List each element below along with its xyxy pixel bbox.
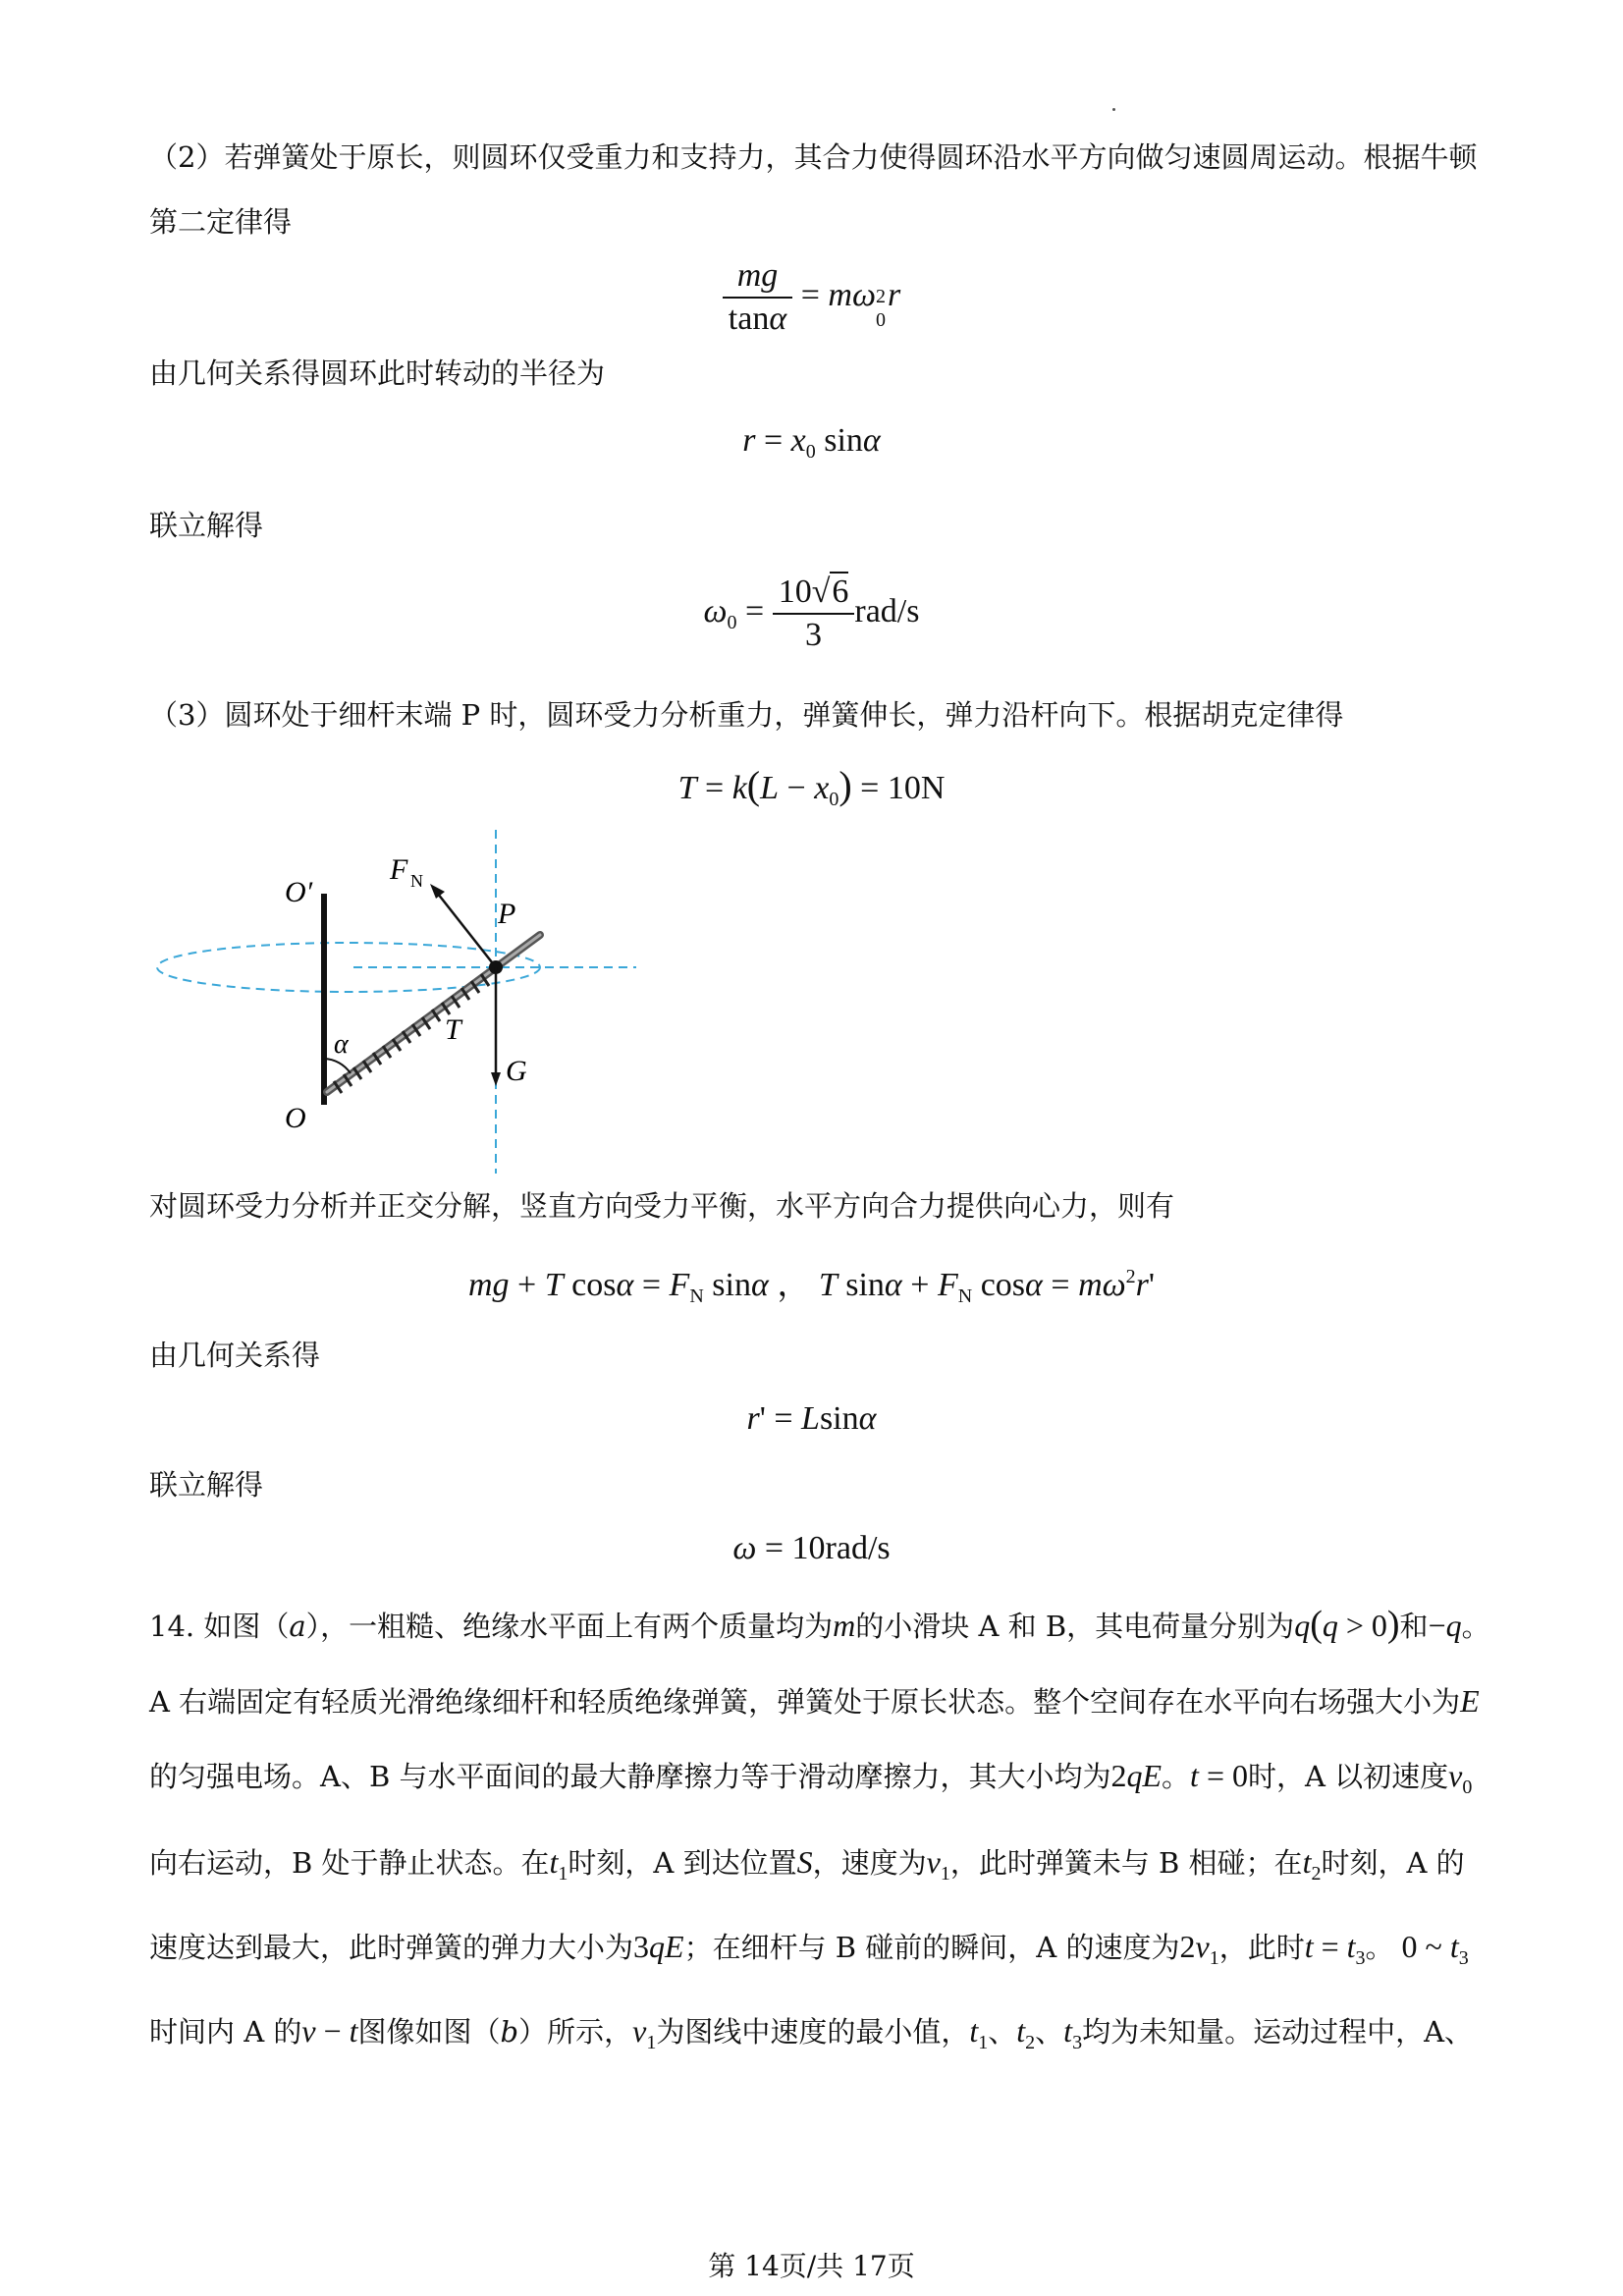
label-p: P bbox=[498, 898, 516, 930]
q14-line6: 时间内 A 的v − t图像如图（b）所示，$v_1$为图线中速度的最小值，$t_1$、$t_2$、$t_3$均为未知量。运动过程中，A、 bbox=[149, 2013, 1474, 2053]
alpha-arc bbox=[324, 1059, 351, 1073]
equation-newton-2: $\frac{mg}{\tan\alpha}$ = mω 2 0 r bbox=[0, 257, 1623, 338]
label-o: O bbox=[285, 1102, 306, 1134]
q14-line5: 速度达到最大，此时弹簧的弹力大小为3qE；在细杆与 B 碰前的瞬间，A 的速度为$2v_1$，此时$t = t_3$。 0 ~ $t_3$ bbox=[149, 1929, 1469, 1969]
q14-line4: 向右运动，B 处于静止状态。在$t_1$时刻，A 到达位置S，速度为$v_1$，此时弹簧未与 B 相碰；在$t_2$时刻，A 的 bbox=[149, 1844, 1465, 1885]
label-alpha: α bbox=[334, 1029, 349, 1060]
label-fn: F bbox=[390, 853, 408, 886]
part2-solve: 联立解得 bbox=[149, 509, 264, 542]
q14-line2: A 右端固定有轻质光滑绝缘细杆和轻质绝缘弹簧，弹簧处于原长状态。整个空间存在水平向右场强大小为E bbox=[149, 1683, 1480, 1719]
page-footer: 第 14页/共 17页 bbox=[708, 2250, 915, 2282]
force-diagram bbox=[147, 825, 638, 1178]
part2-intro-line1: （2）若弹簧处于原长，则圆环仅受重力和支持力，其合力使得圆环沿水平方向做匀速圆周运动。根据牛顿 bbox=[149, 140, 1478, 174]
equation-force-balance: mg + T $\cos\alpha = F_N$ sinα ， T $\sin\alpha + F_N$ $\cos\alpha = m\omega^2r'$ bbox=[467, 1266, 1156, 1307]
part3-solve: 联立解得 bbox=[149, 1468, 264, 1502]
equation-radius: $r = x_0$ sinα bbox=[742, 422, 881, 463]
part2-geometry: 由几何关系得圆环此时转动的半径为 bbox=[149, 356, 606, 390]
equation-omega: ω = 10rad/s bbox=[732, 1530, 891, 1566]
equation-r-prime: r' = Lsinα bbox=[746, 1400, 877, 1437]
part3-geometry: 由几何关系得 bbox=[149, 1339, 321, 1372]
part3-analysis: 对圆环受力分析并正交分解，竖直方向受力平衡，水平方向合力提供向心力，则有 bbox=[149, 1189, 1175, 1223]
label-o-prime: O′ bbox=[285, 876, 313, 908]
speck bbox=[1112, 108, 1115, 111]
q14-line1: 14. 如图（a），一粗糙、绝缘水平面上有两个质量均为m的小滑块 A 和 B，其电荷量分别为q(q > 0)和−q。 bbox=[149, 1604, 1490, 1645]
label-fn-sub: N bbox=[410, 871, 423, 891]
normal-force-arrow bbox=[434, 889, 496, 967]
equation-hooke: $T = k(L - x_0) = 10N$ bbox=[677, 763, 946, 810]
equation-omega0: $\omega_0$ = $\frac{10√6}{3}$ rad/s bbox=[703, 574, 920, 653]
label-t: T bbox=[445, 1013, 461, 1046]
part2-intro-line2: 第二定律得 bbox=[149, 205, 293, 239]
q14-line3: 的匀强电场。A、B 与水平面间的最大静摩擦力等于滑动摩擦力，其大小均为2qE。t = 0时，A 以初速度$v_0$ bbox=[149, 1758, 1473, 1798]
label-g: G bbox=[506, 1055, 527, 1087]
part3-intro: （3）圆环处于细杆末端 P 时，圆环受力分析重力，弹簧伸长，弹力沿杆向下。根据胡克定律得 bbox=[149, 698, 1344, 732]
